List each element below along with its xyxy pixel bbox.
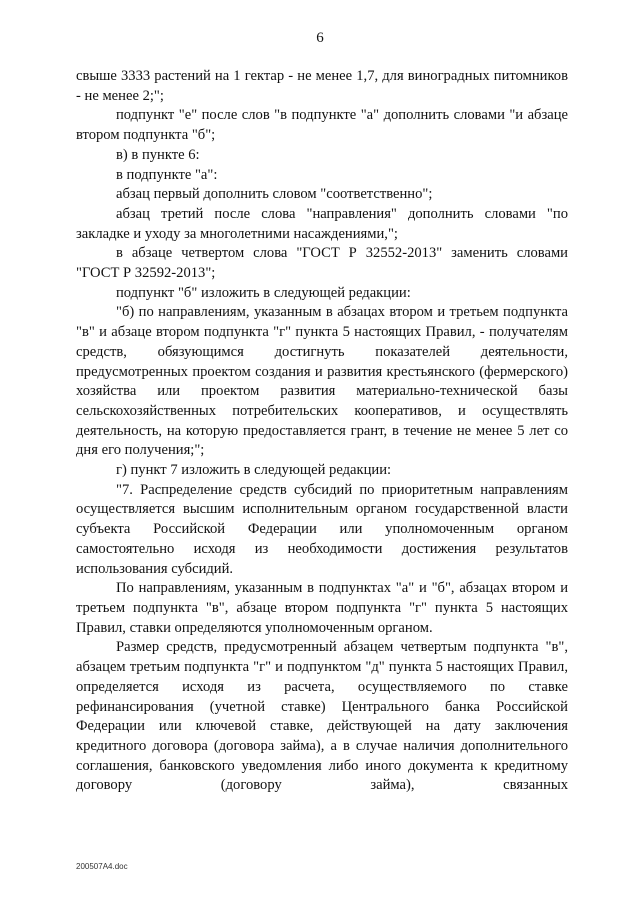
paragraph: По направлениям, указанным в подпунктах "а" и "б", абзацах втором и третьем подпункта "в", абзаце втором подпункта "г" пункта 5 настоящих Правил, ставки определяются уполномоченным органом.	[76, 580, 568, 636]
paragraph: г) пункт 7 изложить в следующей редакции:	[116, 462, 392, 479]
paragraph: подпункт "б" изложить в следующей редакции:	[116, 284, 411, 301]
paragraph: в подпункте "а":	[116, 166, 218, 183]
paragraph: абзац третий после слова "направления" дополнить словами "по закладке и уходу за многолетними насаждениями,";	[76, 205, 568, 242]
paragraph: в) в пункте 6:	[116, 146, 200, 163]
paragraph: в абзаце четвертом слова "ГОСТ Р 32552-2013" заменить словами "ГОСТ Р 32592-2013";	[76, 245, 568, 282]
document-body	[76, 67, 568, 796]
paragraph: свыше 3333 растений на 1 гектар - не менее 1,7, для виноградных питомников - не менее 2;";	[76, 68, 568, 104]
page-number: 6	[316, 30, 324, 46]
paragraph: "7. Распределение средств субсидий по приоритетным направлениям осуществляется высшим исполнительным органом государственной власти субъекта Российской Федерации или уполномоченным органом самостоятельно исходя из необходимости достижения результатов использования субсидий.	[76, 481, 568, 577]
paragraph: "б) по направлениям, указанным в абзацах втором и третьем подпункта "в" и абзаце втором подпункта "г" пункта 5 настоящих Правил, - получателям средств, обязующимся достигнуть показателей деятельности, предусмотренных проектом создания и развития крестьянского (фермерского) хозяйства или проектом развития материально-технической базы сельскохозяйственных потребительских кооперативов, и осуществлять деятельность, на которую предоставляется грант, в течение не менее 5 лет со дня его получения;";	[76, 304, 568, 459]
paragraph: абзац первый дополнить словом "соответственно";	[116, 186, 433, 203]
paragraph: Размер средств, предусмотренный абзацем четвертым подпункта "в", абзацем третьим подпункта "г" и подпунктом "д" пункта 5 настоящих Правил, определяется исходя из расчета, осуществляемого по ставке рефинансирования (учетной ставке) Центрального банка Российской Федерации или ключевой ставке, действующей на дату заключения кредитного договора (договора займа), а в случае наличия дополнительного соглашения, банковского уведомления либо иного документа к кредитному договору (договору займа), связанных	[76, 639, 568, 794]
paragraph: подпункт "е" после слов "в подпункте "а" дополнить словами "и абзаце втором подпункта "б";	[76, 107, 568, 144]
file-name-footer: 200507A4.doc	[76, 862, 128, 871]
